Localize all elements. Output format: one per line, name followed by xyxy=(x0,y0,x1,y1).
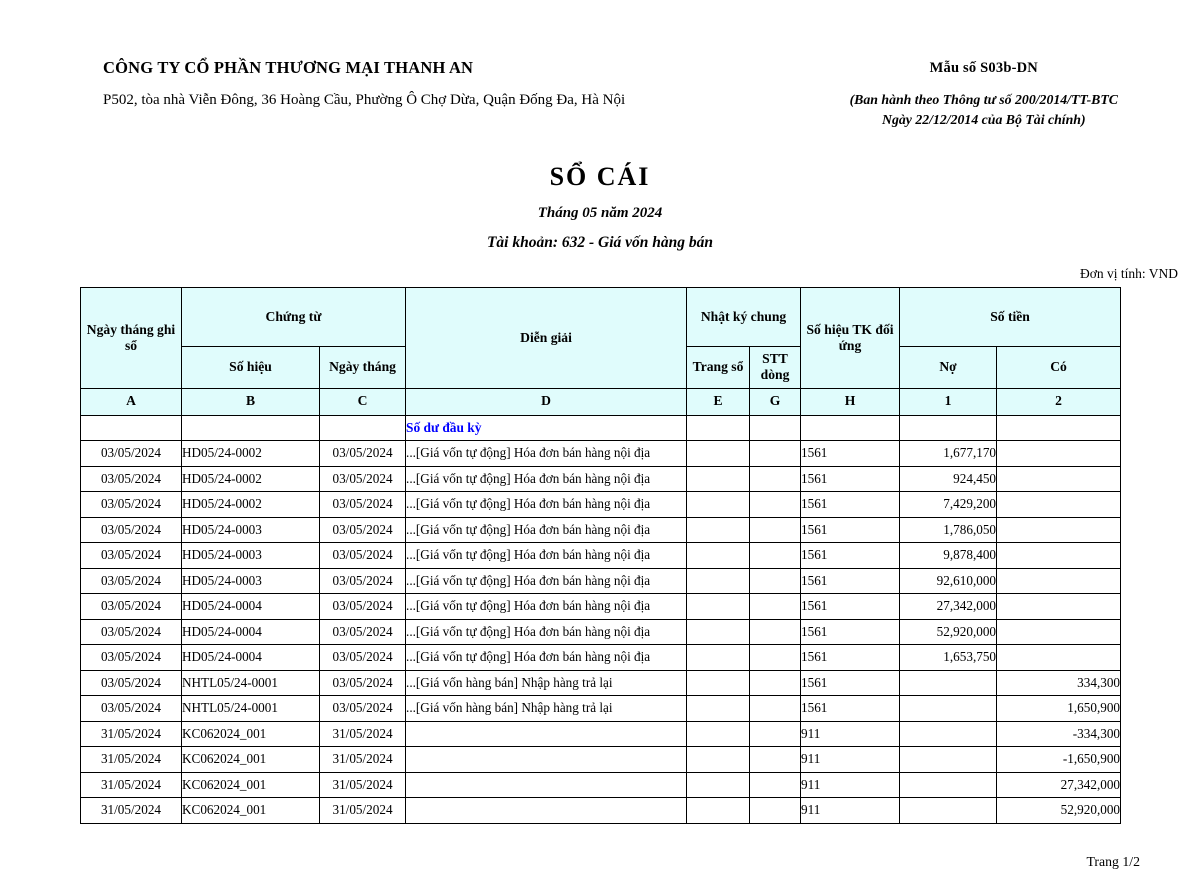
cell-voucher-date: 03/05/2024 xyxy=(320,670,406,696)
cell-contra-account: 1561 xyxy=(801,543,900,569)
cell-debit: 1,786,050 xyxy=(900,517,997,543)
table-row xyxy=(81,747,1121,773)
cell-voucher-no: NHTL05/24-0001 xyxy=(182,696,320,722)
cell-contra-account: 1561 xyxy=(801,466,900,492)
col-letter-h: H xyxy=(801,388,900,415)
cell-contra-account: 911 xyxy=(801,798,900,824)
cell-contra-account: 911 xyxy=(801,721,900,747)
cell-date-recorded: 31/05/2024 xyxy=(81,798,182,824)
cell-contra-account: 911 xyxy=(801,772,900,798)
cell-journal-page xyxy=(687,492,750,518)
cell-voucher-date: 03/05/2024 xyxy=(320,492,406,518)
cell-debit: 92,610,000 xyxy=(900,568,997,594)
cell-date-recorded: 03/05/2024 xyxy=(81,594,182,620)
col-header-journal-group: Nhật ký chung xyxy=(687,288,801,347)
cell-credit xyxy=(997,466,1121,492)
cell-journal-line xyxy=(750,721,801,747)
ledger-table-wrapper xyxy=(80,287,1120,824)
cell-journal-line xyxy=(750,568,801,594)
cell-journal-line xyxy=(750,619,801,645)
cell-voucher-no: HD05/24-0002 xyxy=(182,492,320,518)
account-subtitle: Tài khoản: 632 - Giá vốn hàng bán xyxy=(486,234,714,251)
cell-date-recorded: 03/05/2024 xyxy=(81,670,182,696)
cell-voucher-date: 31/05/2024 xyxy=(320,772,406,798)
table-row xyxy=(81,441,1121,467)
cell-description: ...[Giá vốn tự động] Hóa đơn bán hàng nội địa xyxy=(406,517,687,543)
cell-journal-page xyxy=(687,645,750,671)
cell-voucher-no: HD05/24-0004 xyxy=(182,645,320,671)
cell-date-recorded: 03/05/2024 xyxy=(81,619,182,645)
col-letter-a: A xyxy=(81,388,182,415)
page-title: SỔ CÁI xyxy=(549,162,651,191)
cell-journal-page xyxy=(687,441,750,467)
cell-voucher-no: HD05/24-0004 xyxy=(182,619,320,645)
table-row xyxy=(81,798,1121,824)
cell-description: ...[Giá vốn hàng bán] Nhập hàng trả lại xyxy=(406,670,687,696)
cell-debit: 7,429,200 xyxy=(900,492,997,518)
col-header-description: Diễn giải xyxy=(406,288,687,389)
cell-voucher-no: KC062024_001 xyxy=(182,798,320,824)
cell-voucher-no: HD05/24-0002 xyxy=(182,441,320,467)
company-address: P502, tòa nhà Viễn Đông, 36 Hoàng Cầu, Phường Ô Chợ Dừa, Quận Đống Đa, Hà Nội xyxy=(103,91,626,108)
cell-debit xyxy=(900,670,997,696)
cell-credit xyxy=(997,645,1121,671)
cell-credit xyxy=(997,568,1121,594)
cell-contra-account: 1561 xyxy=(801,441,900,467)
col-letter-c: C xyxy=(320,388,406,415)
cell-journal-line xyxy=(750,798,801,824)
col-header-contra-account: Số hiệu TK đối ứng xyxy=(801,288,900,389)
table-row xyxy=(81,645,1121,671)
cell-contra-account: 1561 xyxy=(801,492,900,518)
cell-date-recorded: 03/05/2024 xyxy=(81,492,182,518)
cell-voucher-no: HD05/24-0003 xyxy=(182,517,320,543)
cell-description xyxy=(406,798,687,824)
cell-journal-page xyxy=(687,543,750,569)
cell-date-recorded xyxy=(81,415,182,441)
cell-contra-account: 1561 xyxy=(801,696,900,722)
col-letter-d: D xyxy=(406,388,687,415)
cell-voucher-no: HD05/24-0003 xyxy=(182,568,320,594)
cell-debit: 924,450 xyxy=(900,466,997,492)
report-period: Tháng 05 năm 2024 xyxy=(537,205,663,221)
cell-debit xyxy=(900,798,997,824)
form-circular-line-1: (Ban hành theo Thông tư số 200/2014/TT-BTC xyxy=(849,92,1118,107)
cell-credit: -1,650,900 xyxy=(997,747,1121,773)
cell-voucher-no: NHTL05/24-0001 xyxy=(182,670,320,696)
cell-journal-line xyxy=(750,645,801,671)
company-block xyxy=(103,58,625,110)
cell-journal-page xyxy=(687,696,750,722)
cell-voucher-no xyxy=(182,415,320,441)
opening-balance-row xyxy=(81,415,1121,441)
cell-journal-page xyxy=(687,619,750,645)
cell-voucher-no: HD05/24-0002 xyxy=(182,466,320,492)
col-header-voucher-group: Chứng từ xyxy=(182,288,406,347)
cell-description: ...[Giá vốn tự động] Hóa đơn bán hàng nội địa xyxy=(406,568,687,594)
cell-voucher-date xyxy=(320,415,406,441)
form-reference-block xyxy=(850,58,1140,130)
table-row xyxy=(81,594,1121,620)
col-header-credit: Có xyxy=(997,347,1121,389)
cell-date-recorded: 31/05/2024 xyxy=(81,747,182,773)
cell-journal-line xyxy=(750,466,801,492)
col-header-journal-page: Trang sổ xyxy=(687,347,750,389)
ledger-table xyxy=(80,287,1121,824)
col-letter-b: B xyxy=(182,388,320,415)
table-row xyxy=(81,492,1121,518)
cell-date-recorded: 03/05/2024 xyxy=(81,517,182,543)
col-letter-e: E xyxy=(687,388,750,415)
col-header-date-recorded: Ngày tháng ghi sổ xyxy=(81,288,182,389)
page-number-footer: Trang 1/2 xyxy=(1086,853,1140,869)
table-row xyxy=(81,568,1121,594)
cell-voucher-date: 03/05/2024 xyxy=(320,568,406,594)
cell-credit: 52,920,000 xyxy=(997,798,1121,824)
col-header-voucher-date: Ngày tháng xyxy=(320,347,406,389)
cell-debit xyxy=(900,696,997,722)
cell-journal-page xyxy=(687,798,750,824)
cell-voucher-date: 03/05/2024 xyxy=(320,441,406,467)
cell-description: ...[Giá vốn tự động] Hóa đơn bán hàng nội địa xyxy=(406,492,687,518)
cell-contra-account xyxy=(801,415,900,441)
cell-date-recorded: 03/05/2024 xyxy=(81,543,182,569)
cell-journal-line xyxy=(750,492,801,518)
cell-journal-line xyxy=(750,517,801,543)
cell-date-recorded: 31/05/2024 xyxy=(81,721,182,747)
cell-date-recorded: 03/05/2024 xyxy=(81,645,182,671)
cell-description xyxy=(406,772,687,798)
cell-voucher-date: 03/05/2024 xyxy=(320,466,406,492)
cell-journal-page xyxy=(687,594,750,620)
cell-voucher-date: 03/05/2024 xyxy=(320,619,406,645)
cell-journal-line xyxy=(750,670,801,696)
cell-date-recorded: 03/05/2024 xyxy=(81,466,182,492)
cell-journal-page xyxy=(687,466,750,492)
cell-credit xyxy=(997,594,1121,620)
table-row xyxy=(81,772,1121,798)
cell-voucher-no: HD05/24-0004 xyxy=(182,594,320,620)
cell-voucher-date: 03/05/2024 xyxy=(320,594,406,620)
cell-contra-account: 1561 xyxy=(801,670,900,696)
cell-credit xyxy=(997,415,1121,441)
cell-voucher-date: 03/05/2024 xyxy=(320,543,406,569)
col-header-voucher-no: Số hiệu xyxy=(182,347,320,389)
cell-voucher-no: HD05/24-0003 xyxy=(182,543,320,569)
cell-debit xyxy=(900,721,997,747)
cell-journal-line xyxy=(750,543,801,569)
table-body xyxy=(81,415,1121,823)
form-code: Mẫu số S03b-DN xyxy=(929,60,1038,76)
table-row xyxy=(81,517,1121,543)
cell-credit: 1,650,900 xyxy=(997,696,1121,722)
cell-contra-account: 1561 xyxy=(801,568,900,594)
company-name: CÔNG TY CỔ PHẦN THƯƠNG MẠI THANH AN xyxy=(103,58,474,77)
cell-contra-account: 1561 xyxy=(801,594,900,620)
cell-description: ...[Giá vốn hàng bán] Nhập hàng trả lại xyxy=(406,696,687,722)
opening-balance-label: Số dư đầu kỳ xyxy=(406,419,482,435)
cell-description: ...[Giá vốn tự động] Hóa đơn bán hàng nội địa xyxy=(406,543,687,569)
cell-journal-line xyxy=(750,594,801,620)
cell-debit xyxy=(900,772,997,798)
cell-description: ...[Giá vốn tự động] Hóa đơn bán hàng nội địa xyxy=(406,594,687,620)
cell-credit: 27,342,000 xyxy=(997,772,1121,798)
cell-contra-account: 911 xyxy=(801,747,900,773)
cell-description: ...[Giá vốn tự động] Hóa đơn bán hàng nội địa xyxy=(406,441,687,467)
title-block xyxy=(0,162,1200,252)
cell-contra-account: 1561 xyxy=(801,645,900,671)
cell-date-recorded: 03/05/2024 xyxy=(81,696,182,722)
cell-journal-page xyxy=(687,721,750,747)
table-row xyxy=(81,619,1121,645)
table-row xyxy=(81,696,1121,722)
col-header-debit: Nợ xyxy=(900,347,997,389)
table-row xyxy=(81,721,1121,747)
cell-journal-line xyxy=(750,772,801,798)
cell-journal-page xyxy=(687,415,750,441)
cell-credit xyxy=(997,517,1121,543)
cell-date-recorded: 03/05/2024 xyxy=(81,568,182,594)
cell-journal-line xyxy=(750,747,801,773)
cell-journal-line xyxy=(750,696,801,722)
table-header xyxy=(81,288,1121,416)
cell-description xyxy=(406,721,687,747)
cell-description xyxy=(406,747,687,773)
cell-journal-page xyxy=(687,568,750,594)
cell-journal-page xyxy=(687,772,750,798)
cell-contra-account: 1561 xyxy=(801,619,900,645)
cell-debit: 27,342,000 xyxy=(900,594,997,620)
col-letter-g: G xyxy=(750,388,801,415)
cell-date-recorded: 31/05/2024 xyxy=(81,772,182,798)
cell-debit xyxy=(900,747,997,773)
cell-journal-page xyxy=(687,670,750,696)
cell-credit xyxy=(997,619,1121,645)
cell-contra-account: 1561 xyxy=(801,517,900,543)
cell-journal-line xyxy=(750,441,801,467)
cell-voucher-date: 03/05/2024 xyxy=(320,696,406,722)
header-row-letters xyxy=(81,388,1121,415)
cell-voucher-date: 31/05/2024 xyxy=(320,798,406,824)
table-row xyxy=(81,466,1121,492)
cell-voucher-date: 31/05/2024 xyxy=(320,721,406,747)
cell-debit: 1,677,170 xyxy=(900,441,997,467)
cell-journal-page xyxy=(687,747,750,773)
cell-voucher-date: 03/05/2024 xyxy=(320,517,406,543)
form-circular-reference xyxy=(850,90,1118,130)
table-row xyxy=(81,543,1121,569)
cell-debit: 52,920,000 xyxy=(900,619,997,645)
cell-voucher-date: 03/05/2024 xyxy=(320,645,406,671)
cell-description: ...[Giá vốn tự động] Hóa đơn bán hàng nội địa xyxy=(406,619,687,645)
cell-description xyxy=(406,415,687,441)
cell-debit xyxy=(900,415,997,441)
table-row xyxy=(81,670,1121,696)
col-header-journal-line: STT dòng xyxy=(750,347,801,389)
currency-unit-label: Đơn vị tính: VND xyxy=(1079,266,1178,281)
cell-credit xyxy=(997,492,1121,518)
col-letter-2: 2 xyxy=(997,388,1121,415)
cell-journal-line xyxy=(750,415,801,441)
cell-credit: -334,300 xyxy=(997,721,1121,747)
cell-voucher-no: KC062024_001 xyxy=(182,721,320,747)
cell-debit: 9,878,400 xyxy=(900,543,997,569)
cell-date-recorded: 03/05/2024 xyxy=(81,441,182,467)
col-header-amount-group: Số tiền xyxy=(900,288,1121,347)
header-row-main xyxy=(81,288,1121,347)
cell-journal-page xyxy=(687,517,750,543)
cell-voucher-no: KC062024_001 xyxy=(182,772,320,798)
cell-debit: 1,653,750 xyxy=(900,645,997,671)
form-circular-line-2: Ngày 22/12/2014 của Bộ Tài chính) xyxy=(882,112,1086,127)
cell-credit xyxy=(997,543,1121,569)
cell-credit xyxy=(997,441,1121,467)
col-letter-1: 1 xyxy=(900,388,997,415)
cell-credit: 334,300 xyxy=(997,670,1121,696)
cell-description: ...[Giá vốn tự động] Hóa đơn bán hàng nội địa xyxy=(406,645,687,671)
cell-voucher-no: KC062024_001 xyxy=(182,747,320,773)
cell-voucher-date: 31/05/2024 xyxy=(320,747,406,773)
document-header xyxy=(0,0,1200,130)
cell-description: ...[Giá vốn tự động] Hóa đơn bán hàng nội địa xyxy=(406,466,687,492)
